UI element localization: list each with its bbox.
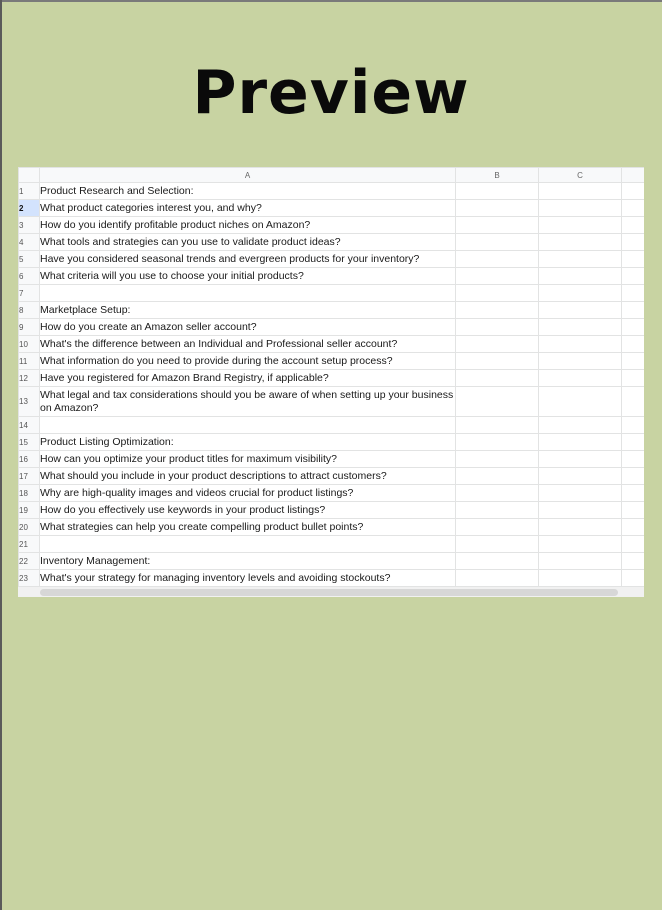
cell-a[interactable]: What information do you need to provide during the account setup process? [40,353,456,370]
cell-a[interactable]: Why are high-quality images and videos crucial for product listings? [40,485,456,502]
cell-b[interactable] [456,485,539,502]
table-row [19,485,645,502]
cell-b[interactable] [456,434,539,451]
table-row [19,302,645,319]
column-header-c[interactable]: C [539,168,622,183]
select-all-corner[interactable] [19,168,40,183]
cell-c[interactable] [539,553,622,570]
cell-a[interactable]: What strategies can help you create compelling product bullet points? [40,519,456,536]
table-row [19,387,645,417]
cell-d[interactable] [622,468,645,485]
cell-a[interactable]: What's your strategy for managing inventory levels and avoiding stockouts? [40,570,456,587]
row-header[interactable]: 18 [19,485,40,502]
cell-a[interactable]: Product Listing Optimization: [40,434,456,451]
cell-a[interactable]: How do you identify profitable product niches on Amazon? [40,217,456,234]
cell-a[interactable]: Have you registered for Amazon Brand Registry, if applicable? [40,370,456,387]
cell-a[interactable]: Inventory Management: [40,553,456,570]
cell-d[interactable] [622,183,645,200]
cell-a[interactable]: What criteria will you use to choose your initial products? [40,268,456,285]
cell-c[interactable] [539,319,622,336]
cell-c[interactable] [539,353,622,370]
cell-b[interactable] [456,285,539,302]
cell-c[interactable] [539,183,622,200]
cell-c[interactable] [539,519,622,536]
table-row [19,370,645,387]
table-row [19,353,645,370]
table-row [19,217,645,234]
cell-d[interactable] [622,387,645,417]
horizontal-scrollbar[interactable] [40,589,618,596]
row-header[interactable]: 8 [19,302,40,319]
cell-d[interactable] [622,434,645,451]
cell-a[interactable]: What product categories interest you, and why? [40,200,456,217]
cell-a[interactable]: What's the difference between an Individual and Professional seller account? [40,336,456,353]
cell-c[interactable] [539,387,622,417]
row-header[interactable]: 14 [19,417,40,434]
table-row [19,536,645,553]
cell-d[interactable] [622,217,645,234]
cell-b[interactable] [456,268,539,285]
row-header[interactable]: 3 [19,217,40,234]
table-row [19,434,645,451]
cell-a[interactable]: How do you effectively use keywords in your product listings? [40,502,456,519]
row-header[interactable]: 22 [19,553,40,570]
cell-d[interactable] [622,353,645,370]
cell-a[interactable]: Marketplace Setup: [40,302,456,319]
row-header[interactable]: 19 [19,502,40,519]
table-row [19,519,645,536]
cell-c[interactable] [539,285,622,302]
cell-a[interactable]: What should you include in your product descriptions to attract customers? [40,468,456,485]
cell-b[interactable] [456,417,539,434]
table-row [19,553,645,570]
cell-a[interactable] [40,417,456,434]
cell-b[interactable] [456,468,539,485]
cell-b[interactable] [456,200,539,217]
table-row [19,268,645,285]
row-header[interactable]: 13 [19,387,40,417]
table-row [19,336,645,353]
column-header-d[interactable] [622,168,645,183]
row-header[interactable]: 5 [19,251,40,268]
left-border [0,0,2,910]
cell-b[interactable] [456,519,539,536]
page-title: Preview [192,58,470,128]
table-row [19,319,645,336]
cell-d[interactable] [622,570,645,587]
row-header[interactable]: 6 [19,268,40,285]
cell-a[interactable]: Product Research and Selection: [40,183,456,200]
spreadsheet [18,167,644,597]
row-header[interactable]: 21 [19,536,40,553]
cell-a[interactable]: What legal and tax considerations should you be aware of when setting up your business on Amazon? [40,387,456,417]
cell-b[interactable] [456,553,539,570]
row-header[interactable]: 2 [19,200,40,217]
table-row [19,468,645,485]
cell-b[interactable] [456,234,539,251]
cell-c[interactable] [539,468,622,485]
table-row [19,183,645,200]
row-header[interactable]: 11 [19,353,40,370]
cell-a[interactable] [40,536,456,553]
cell-d[interactable] [622,285,645,302]
cell-b[interactable] [456,353,539,370]
cell-b[interactable] [456,570,539,587]
cell-b[interactable] [456,302,539,319]
table-row [19,417,645,434]
cell-c[interactable] [539,536,622,553]
row-header[interactable]: 23 [19,570,40,587]
cell-c[interactable] [539,434,622,451]
cell-c[interactable] [539,302,622,319]
cell-c[interactable] [539,200,622,217]
cell-d[interactable] [622,251,645,268]
cell-b[interactable] [456,251,539,268]
row-header[interactable]: 9 [19,319,40,336]
cell-d[interactable] [622,319,645,336]
row-header[interactable]: 12 [19,370,40,387]
cell-b[interactable] [456,336,539,353]
cell-a[interactable]: Have you considered seasonal trends and evergreen products for your inventory? [40,251,456,268]
row-header[interactable]: 20 [19,519,40,536]
cell-c[interactable] [539,451,622,468]
cell-a[interactable]: How can you optimize your product titles for maximum visibility? [40,451,456,468]
cell-d[interactable] [622,417,645,434]
cell-a[interactable] [40,285,456,302]
cell-b[interactable] [456,502,539,519]
row-header[interactable]: 16 [19,451,40,468]
cell-d[interactable] [622,268,645,285]
table-row [19,200,645,217]
table-row [19,234,645,251]
cell-d[interactable] [622,302,645,319]
cell-c[interactable] [539,234,622,251]
cell-d[interactable] [622,336,645,353]
row-header[interactable]: 1 [19,183,40,200]
row-header[interactable]: 7 [19,285,40,302]
cell-b[interactable] [456,370,539,387]
cell-c[interactable] [539,502,622,519]
cell-d[interactable] [622,451,645,468]
cell-d[interactable] [622,553,645,570]
cell-c[interactable] [539,251,622,268]
column-header-b[interactable]: B [456,168,539,183]
cell-c[interactable] [539,417,622,434]
row-header[interactable]: 15 [19,434,40,451]
cell-d[interactable] [622,200,645,217]
cell-c[interactable] [539,268,622,285]
cell-c[interactable] [539,336,622,353]
cell-d[interactable] [622,502,645,519]
table-row [19,251,645,268]
cell-d[interactable] [622,519,645,536]
cell-d[interactable] [622,536,645,553]
column-header-a[interactable]: A [40,168,456,183]
cell-c[interactable] [539,370,622,387]
cell-b[interactable] [456,536,539,553]
cell-c[interactable] [539,217,622,234]
spreadsheet-grid [18,167,644,587]
row-header[interactable]: 4 [19,234,40,251]
top-border [0,0,662,2]
cell-b[interactable] [456,451,539,468]
cell-b[interactable] [456,183,539,200]
row-header[interactable]: 17 [19,468,40,485]
cell-a[interactable]: What tools and strategies can you use to validate product ideas? [40,234,456,251]
cell-c[interactable] [539,570,622,587]
cell-b[interactable] [456,217,539,234]
cell-c[interactable] [539,485,622,502]
cell-d[interactable] [622,485,645,502]
cell-d[interactable] [622,370,645,387]
table-row [19,502,645,519]
table-row [19,570,645,587]
table-row [19,451,645,468]
cell-b[interactable] [456,387,539,417]
table-row [19,285,645,302]
cell-a[interactable]: How do you create an Amazon seller account? [40,319,456,336]
cell-d[interactable] [622,234,645,251]
row-header[interactable]: 10 [19,336,40,353]
cell-b[interactable] [456,319,539,336]
